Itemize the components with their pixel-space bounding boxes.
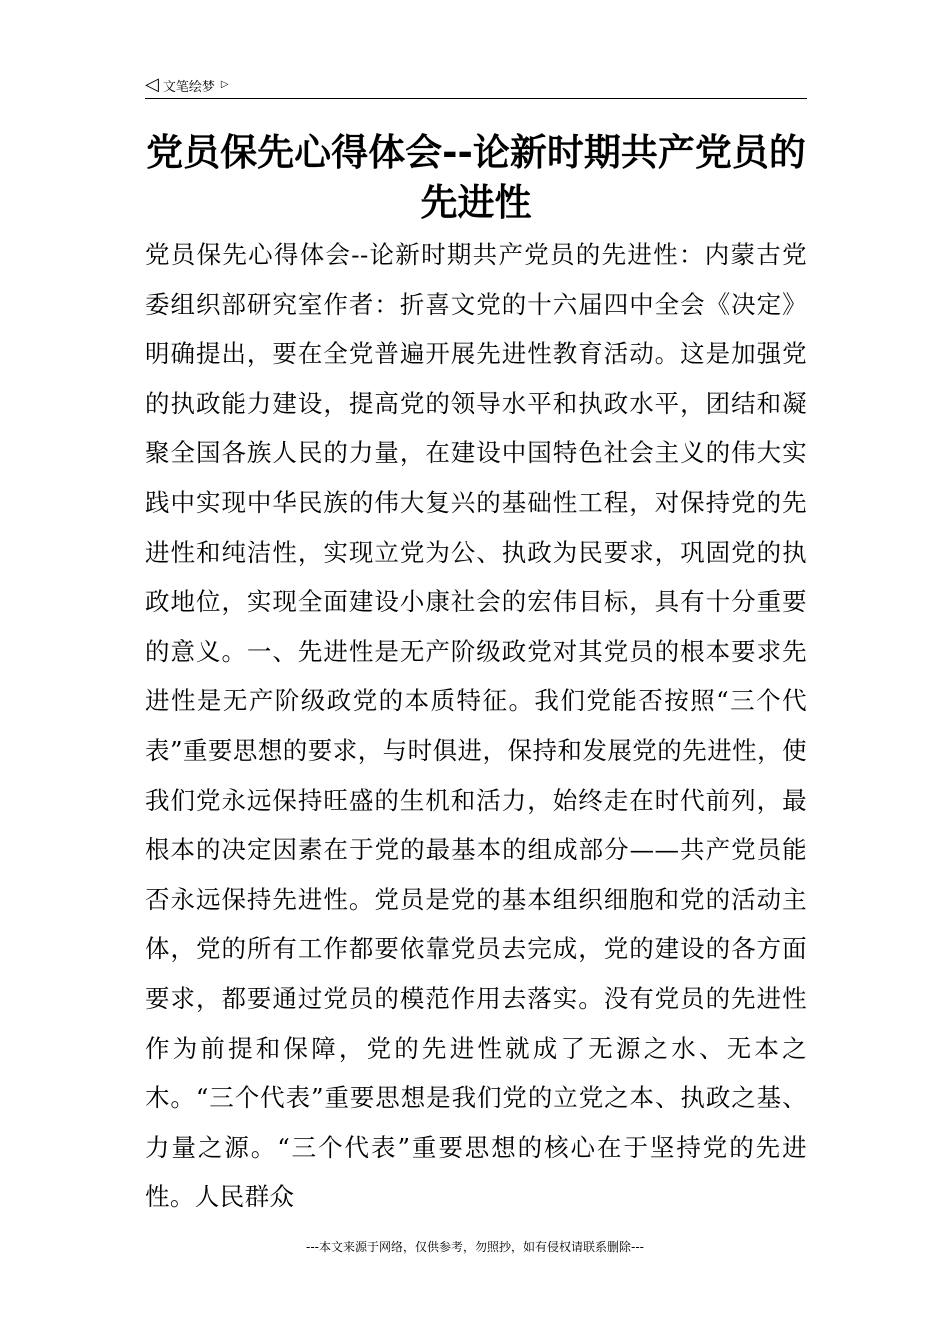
body-paragraph: 党员保先心得体会--论新时期共产党员的先进性：内蒙古党委组织部研究室作者：折喜文党的十六届四中全会《决定》明确提出，要在全党普遍开展先进性教育活动。这是加强党的执政能力建设，提高党的领导水平和执政水平，团结和凝聚全国各族人民的力量，在建设中国特色社会主义的伟大实践中实现中华民族的伟大复兴的基础性工程，对保持党的先进性和纯洁性，实现立党为公、执政为民要求，巩固党的执政地位，实现全面建设小康社会的宏伟目标，具有十分重要的意义。一、先进性是无产阶级政党对其党员的根本要求先进性是无产阶级政党的本质特征。我们党能否按照“三个代表”重要思想的要求，与时俱进，保持和发展党的先进性，使我们党永远保持旺盛的生机和活力，始终走在时代前列，最根本的决定因素在于党的最基本的组成部分——共产党员能否永远保持先进性。党员是党的基本组织细胞和党的活动主体，党的所有工作都要依靠党员去完成，党的建设的各方面要求，都要通过党员的模范作用去落实。没有党员的先进性作为前提和保障，党的先进性就成了无源之水、无本之木。“三个代表”重要思想是我们党的立党之本、执政之基、力量之源。“三个代表”重要思想的核心在于坚持党的先进性。人民群众 <box>145 240 807 1212</box>
page-header <box>145 72 807 99</box>
document-title: 党员保先心得体会--论新时期共产党员的先进性 <box>146 131 806 224</box>
triangle-right-icon: ▷ <box>220 79 229 90</box>
triangle-left-icon: ◁ <box>145 74 159 95</box>
footer-disclaimer: ---本文来源于网络，仅供参考，勿照抄，如有侵权请联系删除--- <box>306 1240 644 1254</box>
header-text: 文笔绘梦 <box>162 79 215 95</box>
